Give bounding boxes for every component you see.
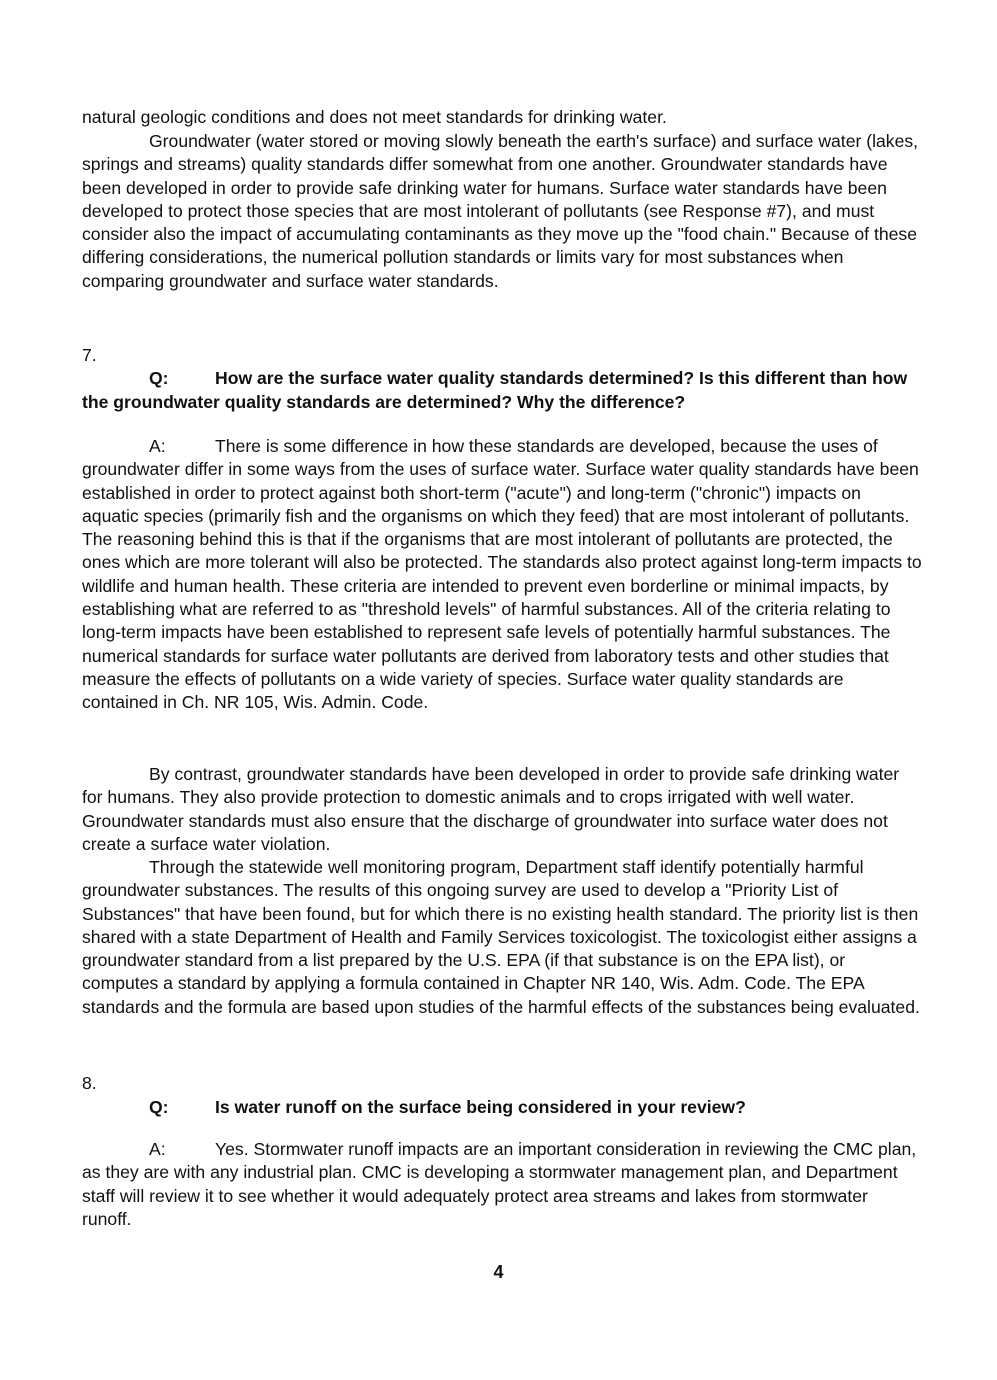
item-7-a-label: A: bbox=[149, 436, 166, 456]
item-8-question bbox=[82, 1095, 922, 1119]
item-7-q-label: Q: bbox=[149, 368, 169, 388]
item-7-answer-paragraph-3: Through the statewide well monitoring program, Department staff identify potentially harmful groundwater substances. The results of this ongoing survey are used to develop a "Priority List of Substances" that have been found, but for which there is no existing health standard. The priority list is then shared with a state Department of Health and Family Services toxicologist. The toxicologist either assigns a groundwater standard from a list prepared by the U.S. EPA (if that substance is on the EPA list), or computes a standard by applying a formula contained in Chapter NR 140, Wis. Adm. Code. The EPA standards and the formula are based upon studies of the harmful effects of the substances being evaluated. bbox=[82, 857, 920, 1017]
item-8-question-text: Is water runoff on the surface being considered in your review? bbox=[215, 1097, 746, 1117]
item-7-answer-paragraph-2: By contrast, groundwater standards have been developed in order to provide safe drinking water for humans. They also provide protection to domestic animals and to crops irrigated with well water. Groundwater standards must also ensure that the discharge of groundwater into surface water does not create a surface water violation. bbox=[82, 764, 900, 854]
item-7-answer-paragraph-1 bbox=[82, 435, 922, 715]
item-8-answer-paragraph-1 bbox=[82, 1138, 922, 1231]
item-7-number: 7. bbox=[82, 345, 97, 365]
item-7-question bbox=[82, 366, 922, 414]
item-8-a-label: A: bbox=[149, 1139, 166, 1159]
page-number: 4 bbox=[493, 1262, 504, 1282]
item-8-answer-text-1: Yes. Stormwater runoff impacts are an important consideration in reviewing the CMC plan, as they are with any industrial plan. CMC is developing a stormwater management plan, and Department staff will review it to see whether it would adequately protect area streams and lakes from stormwater runoff. bbox=[82, 1139, 917, 1229]
item-7-answer-text-1: There is some difference in how these standards are developed, because the uses of groundwater differ in some ways from the uses of surface water. Surface water quality standards have been established in order to protect against both short-term ("acute") and long-term ("chronic") impacts on aquatic species (primarily fish and the organisms on which they feed) that are most intolerant of pollutants. The reasoning behind this is that if the organisms that are most intolerant of pollutants are protected, the ones which are more tolerant will also be protected. The standards also protect against long-term impacts to wildlife and human health. These criteria are intended to prevent even borderline or minimal impacts, by establishing what are referred to as "threshold levels" of harmful substances. All of the criteria relating to long-term impacts have been established to represent safe levels of potentially harmful substances. The numerical standards for surface water pollutants are derived from laboratory tests and other studies that measure the effects of pollutants on a wide variety of species. Surface water quality standards are contained in Ch. NR 105, Wis. Admin. Code. bbox=[82, 436, 922, 713]
item-7-question-text: How are the surface water quality standards determined? Is this different than how the groundwater quality standards are determined? Why the difference? bbox=[82, 368, 908, 412]
item-8-q-label: Q: bbox=[149, 1097, 169, 1117]
intro-paragraph-2: Groundwater (water stored or moving slowly beneath the earth's surface) and surface water (lakes, springs and streams) quality standards differ somewhat from one another. Groundwater standards have been developed in order to provide safe drinking water for humans. Surface water standards have been developed to protect those species that are most intolerant of pollutants (see Response #7), and must consider also the impact of accumulating contaminants as they move up the "food chain." Because of these differing considerations, the numerical pollution standards or limits vary for most substances when comparing groundwater and surface water standards. bbox=[82, 131, 919, 291]
item-8-number: 8. bbox=[82, 1073, 97, 1093]
intro-paragraph-1: natural geologic conditions and does not meet standards for drinking water. bbox=[82, 107, 667, 127]
